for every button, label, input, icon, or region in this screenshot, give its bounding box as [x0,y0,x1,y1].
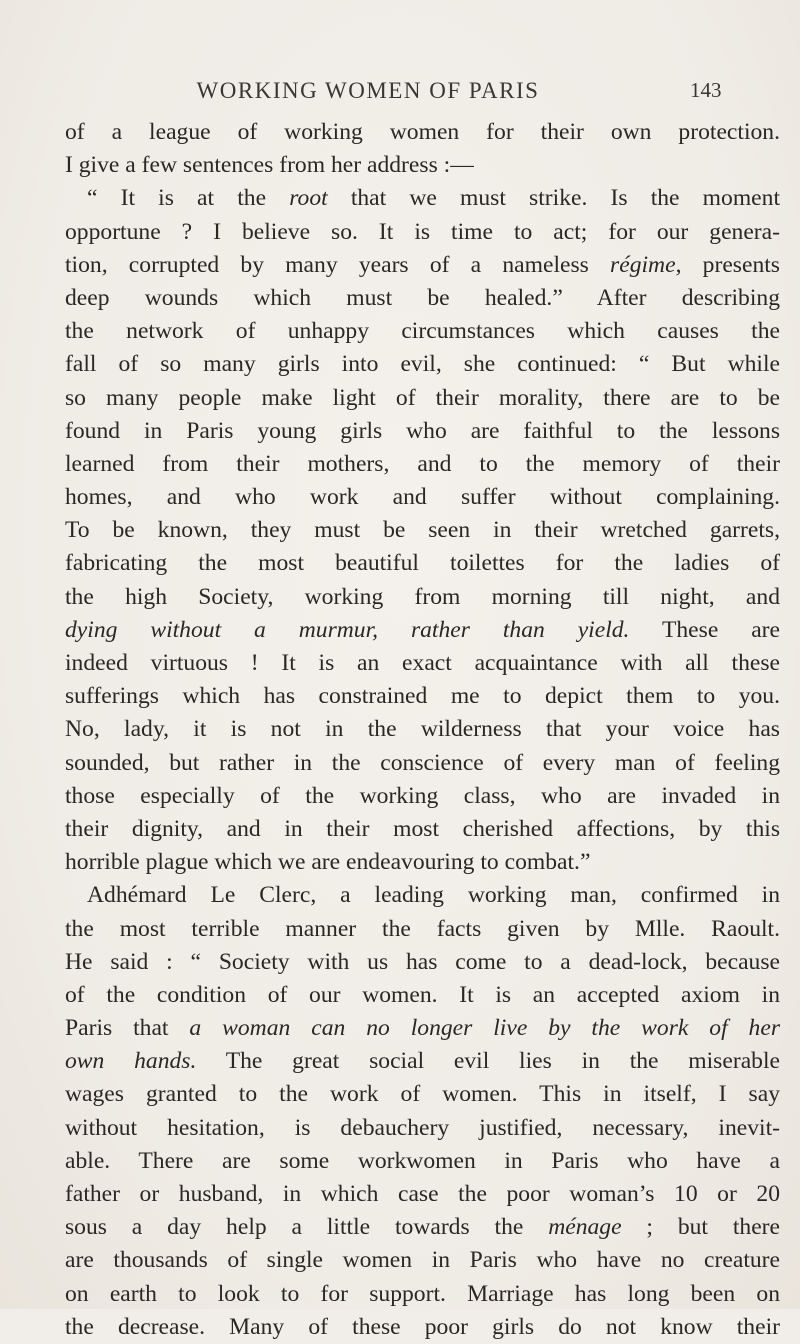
text-line: “ It is at the root that we must strike. Is the moment [87,185,780,212]
text-line: the high Society, working from morning till night, and [65,583,780,610]
text-line: own hands. The great social evil lies in the miserable [65,1048,780,1075]
text-line: To be known, they must be seen in their wretched garrets, [65,517,780,544]
text-line: the decrease. Many of these poor girls do not know their [65,1313,780,1340]
text-line: wages granted to the work of women. This in itself, I say [65,1081,780,1108]
text-line: the network of unhappy circumstances which causes the [65,318,780,345]
page-number: 143 [690,78,722,102]
text-line: sounded, but rather in the conscience of every man of feeling [65,749,780,776]
text-line: sous a day help a little towards the ménage ; but there [65,1214,780,1241]
text-line: found in Paris young girls who are faithful to the lessons [65,417,780,444]
text-line: No, lady, it is not in the wilderness that your voice has [65,716,780,743]
text-line: Adhémard Le Clerc, a leading working man, confirmed in [87,882,780,909]
text-line: are thousands of single women in Paris who have no creature [65,1247,780,1274]
text-line: father or husband, in which case the poor woman’s 10 or 20 [65,1181,780,1207]
text-line: Paris that a woman can no longer live by the work of her [65,1015,780,1042]
text-line: fabricating the most beautiful toilettes for the ladies of [65,550,780,577]
text-line: horrible plague which we are endeavouring to combat.” [65,849,591,876]
text-line: their dignity, and in their most cherished affections, by this [65,815,780,842]
text-line: opportune ? I believe so. It is time to act; for our genera- [65,218,780,245]
body-text [65,116,780,1344]
text-line: homes, and who work and suffer without complaining. [65,484,780,511]
text-line: He said : “ Society with us has come to a dead-lock, because [65,948,780,975]
text-line: deep wounds which must be healed.” After describing [65,284,780,311]
text-line: of the condition of our women. It is an accepted axiom in [65,981,780,1008]
text-line: those especially of the working class, who are invaded in [65,782,780,809]
running-head: WORKING WOMEN OF PARIS [196,78,540,103]
text-line: tion, corrupted by many years of a nameless régime, presents [65,251,780,278]
text-line: I give a few sentences from her address :— [65,152,474,179]
text-line: learned from their mothers, and to the memory of their [65,450,780,477]
text-line: so many people make light of their morality, there are to be [65,384,780,411]
text-line: indeed virtuous ! It is an exact acquaintance with all these [65,650,780,676]
text-line: dying without a murmur, rather than yield. These are [65,616,780,643]
text-line: of a league of working women for their own protection. [65,119,780,145]
text-line: fall of so many girls into evil, she continued: “ But while [65,351,780,378]
text-line: the most terrible manner the facts given by Mlle. Raoult. [65,915,780,942]
text-line: on earth to look to for support. Marriage has long been on [65,1280,780,1307]
text-line: without hesitation, is debauchery justified, necessary, inevit- [65,1114,780,1141]
text-line: able. There are some workwomen in Paris who have a [65,1147,780,1174]
text-line: sufferings which has constrained me to depict them to you. [65,683,780,710]
